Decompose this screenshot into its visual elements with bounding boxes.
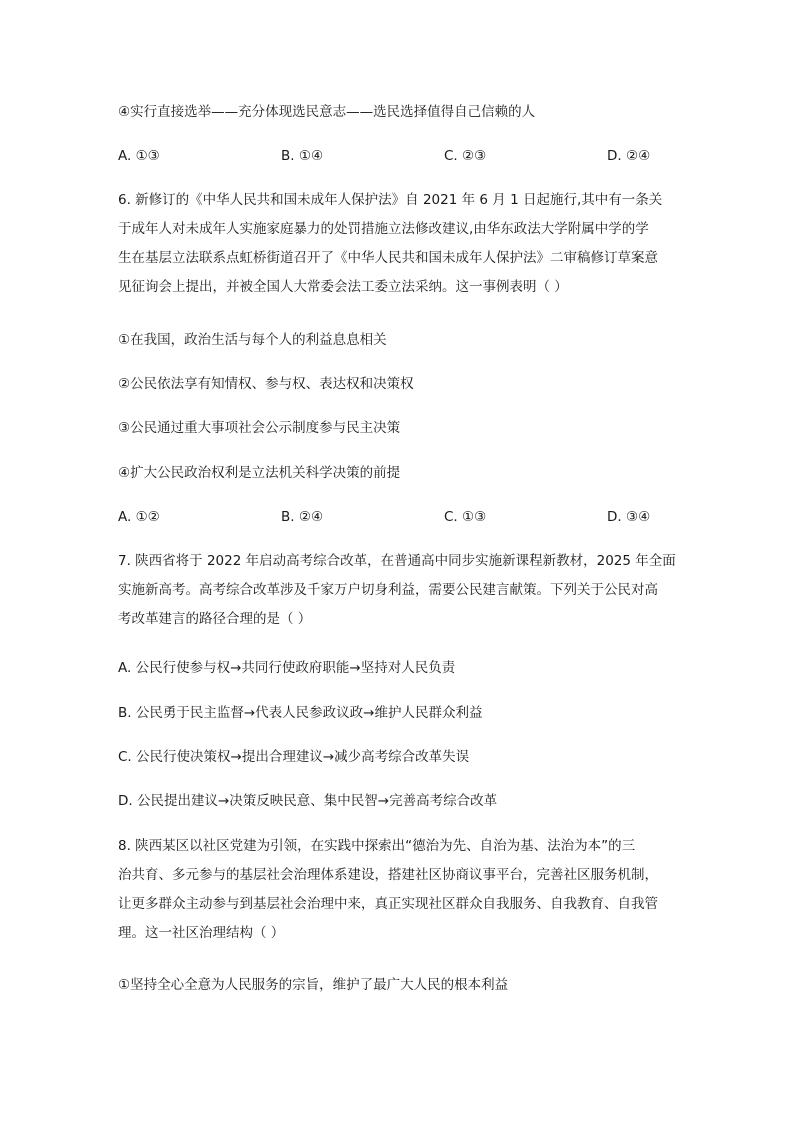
q8-stem-line: 让更多群众主动参与到基层社会治理中来，真正实现社区群众自我服务、自我教育、自我管 bbox=[118, 896, 658, 912]
q5-option-c: C. ②③ bbox=[444, 148, 487, 164]
q5-option-d: D. ②④ bbox=[607, 148, 651, 164]
q6-option-c: C. ①③ bbox=[444, 509, 487, 525]
q7-stem-line: 实施新高考。高考综合改革涉及千家万户切身利益，需要公民建言献策。下列关于公民对高 bbox=[118, 582, 658, 598]
q6-stem-line: 于成年人对未成年人实施家庭暴力的处罚措施立法修改建议,由华东政法大学附属中学的学 bbox=[118, 221, 649, 237]
q6-item-4: ④扩大公民政治权利是立法机关科学决策的前提 bbox=[118, 465, 401, 481]
q6-option-d: D. ③④ bbox=[607, 509, 651, 525]
q7-stem-line: 7. 陕西省将于 2022 年启动高考综合改革，在普通高中同步实施新课程新教材，2025 年全面 bbox=[118, 553, 676, 569]
q7-option-b: B. 公民勇于民主监督→代表人民参政议政→维护人民群众利益 bbox=[118, 705, 483, 721]
q7-stem bbox=[118, 547, 678, 634]
q6-option-b: B. ②④ bbox=[281, 509, 324, 525]
q5-option-a: A. ①③ bbox=[118, 148, 160, 164]
q8-stem-line: 理。这一社区治理结构（ ） bbox=[118, 925, 285, 941]
q5-item-4: ④实行直接选举——充分体现选民意志——选民选择值得自己信赖的人 bbox=[118, 104, 536, 120]
q6-item-3: ③公民通过重大事项社会公示制度参与民主决策 bbox=[118, 420, 401, 436]
q7-option-c: C. 公民行使决策权→提出合理建议→减少高考综合改革失误 bbox=[118, 749, 470, 765]
q6-item-1: ①在我国，政治生活与每个人的利益息息相关 bbox=[118, 332, 387, 348]
q6-stem-line: 见征询会上提出，并被全国人大常委会法工委立法采纳。这一事例表明（ ） bbox=[118, 279, 568, 295]
q6-stem-line: 生在基层立法联系点虹桥街道召开了《中华人民共和国未成年人保护法》二审稿修订草案意 bbox=[118, 250, 658, 266]
q8-stem bbox=[118, 832, 678, 948]
q5-option-b: B. ①④ bbox=[281, 148, 324, 164]
q6-stem bbox=[118, 186, 678, 302]
q7-option-d: D. 公民提出建议→决策反映民意、集中民智→完善高考综合改革 bbox=[118, 793, 498, 809]
q6-stem-line: 6. 新修订的《中华人民共和国未成年人保护法》自 2021 年 6 月 1 日起施行,其中有一条关 bbox=[118, 192, 663, 208]
q8-stem-line: 8. 陕西某区以社区党建为引领，在实践中探索出“德治为先、自治为基、法治为本”的三 bbox=[118, 838, 636, 854]
q7-option-a: A. 公民行使参与权→共同行使政府职能→坚持对人民负责 bbox=[118, 660, 456, 676]
q7-stem-line: 考改革建言的路径合理的是（ ） bbox=[118, 611, 312, 627]
q6-option-a: A. ①② bbox=[118, 509, 160, 525]
q8-stem-line: 治共育、多元参与的基层社会治理体系建设，搭建社区协商议事平台，完善社区服务机制， bbox=[118, 867, 658, 883]
q6-item-2: ②公民依法享有知情权、参与权、表达权和决策权 bbox=[118, 376, 414, 392]
q8-item-1: ①坚持全心全意为人民服务的宗旨，维护了最广大人民的根本利益 bbox=[118, 977, 509, 993]
